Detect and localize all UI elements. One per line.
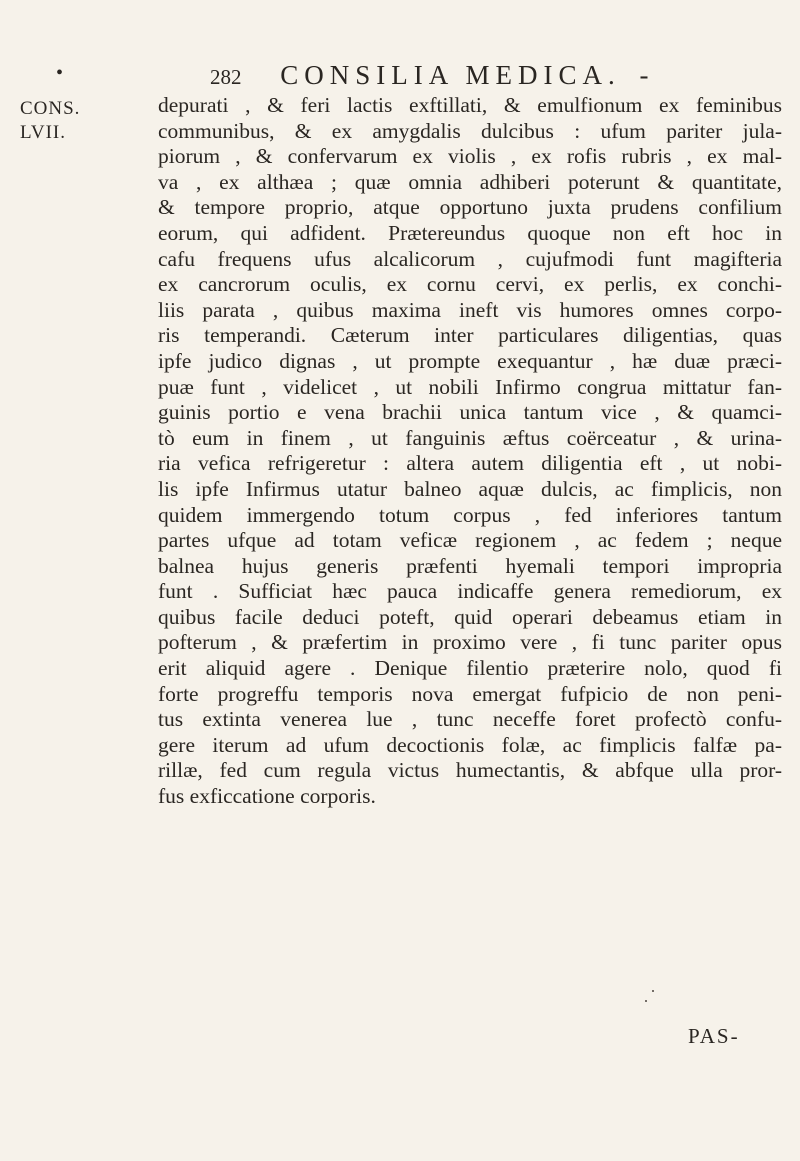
text-line: communibus, & ex amygdalis dulcibus : ufum pariter jula- [158,118,782,143]
text-line: lis ipfe Infirmus utatur balneo aquæ dulcis, ac fimplicis, non [158,476,782,501]
header-dot: • [56,62,70,84]
text-line: funt . Sufficiat hæc pauca indicaffe genera remediorum, ex [158,579,782,604]
text-line: gere iterum ad ufum decoctionis folæ, ac fimplicis falfæ pa- [158,732,782,757]
catchword: PAS- [688,1024,740,1048]
text-line: ris temperandi. Cæterum inter particulares diligentias, quas [158,323,782,348]
ink-speck [652,990,654,992]
marginal-note [20,97,140,145]
text-line: partes ufque ad totam veficæ regionem , ac fedem ; neque [158,528,782,553]
text-line: pofterum , & præfertim in proximo vere , fi tunc pariter opus [158,630,782,655]
text-line: ex cancrorum oculis, ex cornu cervi, ex perlis, ex conchi- [158,272,782,297]
text-line: tus extinta venerea lue , tunc neceffe foret profectò confu- [158,707,782,732]
text-line: va , ex althæa ; quæ omnia adhiberi poterunt & quantitate, [158,169,782,194]
text-line: guinis portio e vena brachii unica tantum vice , & quamci- [158,400,782,425]
text-line: rillæ, fed cum regula victus humectantis, & abfque ulla pror- [158,758,782,783]
text-line: forte progreffu temporis nova emergat fufpicio de non peni- [158,681,782,706]
text-line: ria vefica refrigeretur : altera autem diligentia eft , ut nobi- [158,451,782,476]
running-header [56,60,730,94]
marginal-note-line-2: LVII. [20,122,66,143]
text-line: erit aliquid agere . Denique filentio præterire nolo, quod fi [158,656,782,681]
ink-speck [645,1000,647,1002]
marginal-note-line-1: CONS. [20,98,81,119]
text-line: eorum, qui adfident. Prætereundus quoque non eft hoc in [158,220,782,245]
text-line: depurati , & feri lactis exftillati, & emulfionum ex feminibus [158,93,782,117]
text-line: quidem immergendo totum corpus , fed inferiores tantum [158,502,782,527]
page-number: 282 [210,65,242,89]
text-line: liis parata , quibus maxima ineft vis humores omnes corpo- [158,297,782,322]
text-line: cafu frequens ufus alcalicorum , cujufmodi funt magifteria [158,246,782,271]
text-line: ipfe judico dignas , ut prompte exequantur , hæ duæ præci- [158,348,782,373]
header-dash: - [639,60,649,90]
text-line: puæ funt , videlicet , ut nobili Infirmo congrua mittatur fan- [158,374,782,399]
running-title: CONSILIA MEDICA. [280,60,621,90]
body-text [158,93,782,810]
text-line: piorum , & confervarum ex violis , ex rofis rubris , ex mal- [158,144,782,169]
text-line-final: fus exficcatione corporis. [158,784,376,809]
text-line: balnea hujus generis præfenti hyemali tempori impropria [158,553,782,578]
text-line: & tempore proprio, atque opportuno juxta prudens confilium [158,195,782,220]
text-line: tò eum in finem , ut fanguinis æftus coërceatur , & urina- [158,425,782,450]
text-line: quibus facile deduci poteft, quid operari debeamus etiam in [158,604,782,629]
